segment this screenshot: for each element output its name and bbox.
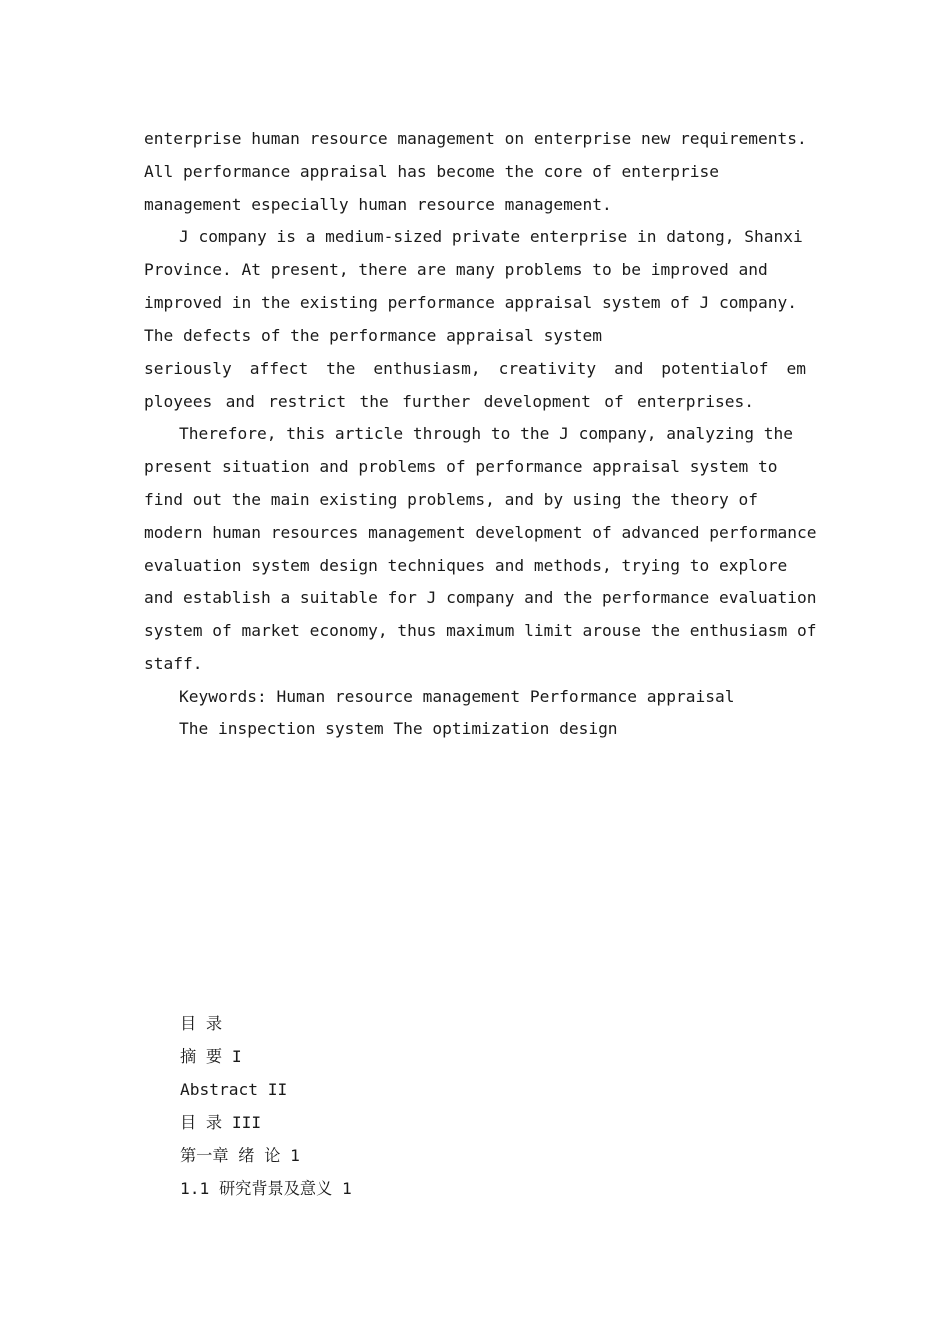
abstract-line: J company is a medium-sized private enterprise in datong, Shanxi — [179, 227, 803, 246]
abstract-line: management especially human resource management. — [144, 195, 612, 214]
abstract-line: Province. At present, there are many problems to be improved and — [144, 260, 768, 279]
toc-item: 1.1 研究背景及意义 1 — [180, 1179, 352, 1198]
toc-item: 第一章 绪 论 1 — [180, 1146, 300, 1165]
abstract-line: staff. — [144, 654, 203, 673]
abstract-line: present situation and problems of performance appraisal system to — [144, 457, 778, 476]
abstract-line: evaluation system design techniques and methods, trying to explore — [144, 556, 788, 575]
abstract-line: The defects of the performance appraisal system — [144, 326, 603, 345]
abstract-line: modern human resources management development of advanced performance — [144, 523, 817, 542]
toc-item: Abstract II — [180, 1080, 288, 1099]
abstract-line: improved in the existing performance appraisal system of J company. — [144, 293, 797, 312]
abstract-line: enterprise human resource management on enterprise new requirements. — [144, 129, 807, 148]
toc-item: 摘 要 I — [180, 1047, 242, 1066]
abstract-line: Therefore, this article through to the J company, analyzing the — [179, 424, 793, 443]
keywords-line: The inspection system The optimization design — [179, 719, 618, 738]
abstract-line: system of market economy, thus maximum limit arouse the enthusiasm of — [144, 621, 817, 640]
toc-title: 目 录 — [180, 1014, 223, 1033]
abstract-line: ployees and restrict the further development of enterprises. — [144, 392, 754, 411]
abstract-line: find out the main existing problems, and by using the theory of — [144, 490, 758, 509]
keywords-line: Keywords: Human resource management Performance appraisal — [179, 687, 735, 706]
abstract-line: All performance appraisal has become the core of enterprise — [144, 162, 719, 181]
abstract-line: seriously affect the enthusiasm, creativity and potentialof em — [144, 359, 806, 378]
toc-item: 目 录 III — [180, 1113, 262, 1132]
abstract-line: and establish a suitable for J company and the performance evaluation — [144, 588, 817, 607]
